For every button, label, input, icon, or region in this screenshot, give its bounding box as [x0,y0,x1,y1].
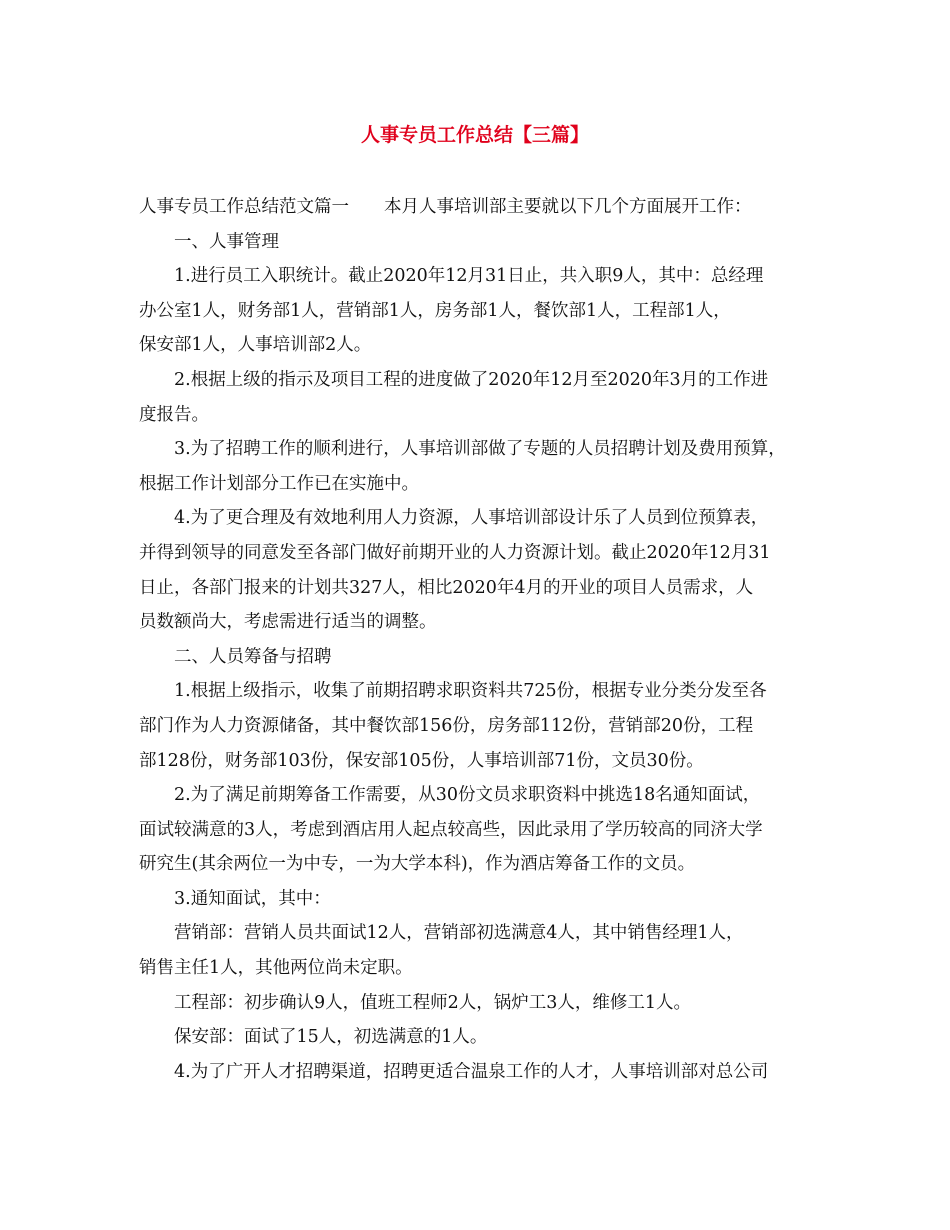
text-line: 面试较满意的3人，考虑到酒店用人起点较高些，因此录用了学历较高的同济大学 [139,819,763,840]
text-line: 1.进行员工入职统计。截止2020年12月31日止，共入职9人，其中：总经理 [174,266,764,287]
text-line: 人事专员工作总结范文篇一 本月人事培训部主要就以下几个方面展开工作： [139,197,752,217]
text-line: 4.为了广开人才招聘渠道，招聘更适合温泉工作的人才，人事培训部对总公司 [174,1061,769,1082]
text-line: 一、人事管理 [174,231,279,252]
text-line: 4.为了更合理及有效地利用人力资源，人事培训部设计乐了人员到位预算表， [174,508,769,529]
text-line: 并得到领导的同意发至各部门做好前期开业的人力资源计划。截止2020年12月31 [139,542,771,563]
text-line: 营销部：营销人员共面试12人，营销部初选满意4人，其中销售经理1人， [174,923,744,944]
text-line: 保安部：面试了15人，初选满意的1人。 [174,1027,488,1048]
text-line: 1.根据上级指示，收集了前期招聘求职资料共725份，根据专业分类分发至各 [174,681,767,702]
text-line: 部128份，财务部103份，保安部105份，人事培训部71份，文员30份。 [139,750,704,771]
text-line: 3.为了招聘工作的顺利进行，人事培训部做了专题的人员招聘计划及费用预算， [174,439,786,460]
text-line: 保安部1人，人事培训部2人。 [139,335,372,356]
text-line: 2.为了满足前期筹备工作需要，从30份文员求职资料中挑选18名通知面试， [174,785,761,806]
text-line: 研究生(其余两位一为中专，一为大学本科)，作为酒店筹备工作的文员。 [139,854,696,875]
text-line: 二、人员筹备与招聘 [174,646,332,667]
text-line: 3.通知面试，其中： [174,888,331,909]
document-body [139,190,815,1089]
text-line: 办公室1人，财务部1人，营销部1人，房务部1人，餐饮部1人，工程部1人， [139,300,731,321]
document-title: 人事专员工作总结【三篇】 [360,124,589,146]
text-line: 度报告。 [139,404,209,425]
text-line: 工程部：初步确认9人，值班工程师2人，锅炉工3人，维修工1人。 [174,992,692,1013]
text-line: 销售主任1人，其他两位尚未定职。 [139,958,413,979]
text-line: 2.根据上级的指示及项目工程的进度做了2020年12月至2020年3月的工作进 [174,369,769,390]
text-line: 根据工作计划部分工作已在实施中。 [139,473,419,494]
text-line: 日止，各部门报来的计划共327人，相比2020年4月的开业的项目人员需求，人 [139,577,754,598]
text-line: 部门作为人力资源储备，其中餐饮部156份，房务部112份，营销部20份，工程 [139,715,754,736]
text-line: 员数额尚大，考虑需进行适当的调整。 [139,612,437,633]
